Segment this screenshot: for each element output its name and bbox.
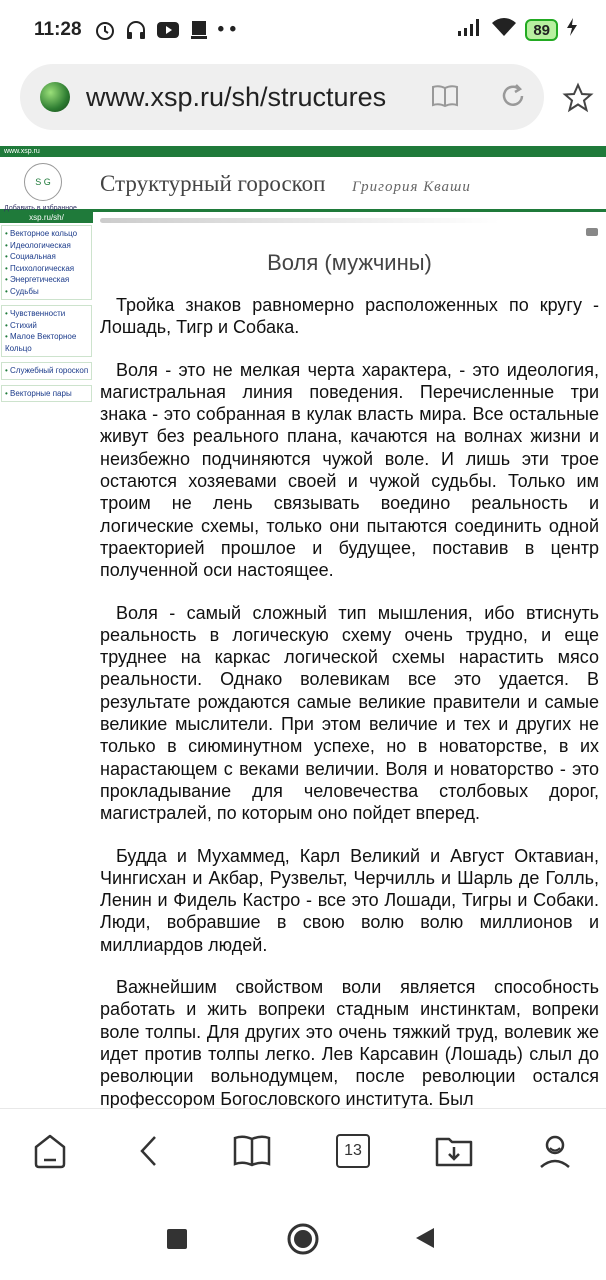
site-top-strip: www.xsp.ru bbox=[0, 146, 606, 157]
sidebar-item[interactable]: • Психологическая bbox=[5, 263, 89, 275]
bookmark-star-icon[interactable] bbox=[562, 82, 594, 119]
article-paragraph: Тройка знаков равномерно расположенных по кругу - Лошадь, Тигр и Собака. bbox=[100, 295, 599, 338]
back-button[interactable] bbox=[130, 1131, 170, 1171]
tab-count: 13 bbox=[336, 1134, 370, 1168]
youtube-icon bbox=[156, 20, 180, 40]
site-header bbox=[0, 157, 606, 212]
alarm-icon bbox=[94, 19, 116, 41]
bookmarks-button[interactable] bbox=[232, 1131, 272, 1171]
sidebar-item[interactable]: • Чувственности bbox=[5, 308, 89, 320]
book-icon bbox=[232, 1131, 272, 1171]
sidebar-item[interactable]: • Энергетическая bbox=[5, 274, 89, 286]
sidebar-item[interactable]: • Социальная bbox=[5, 251, 89, 263]
back-arrow-icon bbox=[130, 1131, 170, 1171]
sidebar-item[interactable]: • Служебный гороскоп bbox=[5, 365, 89, 377]
print-icon[interactable] bbox=[586, 228, 598, 236]
site-logo-text: S G bbox=[35, 177, 51, 187]
system-back-icon[interactable] bbox=[414, 1226, 436, 1250]
status-bar bbox=[0, 0, 606, 60]
sidebar-group bbox=[1, 225, 92, 300]
wifi-icon bbox=[491, 17, 517, 43]
home-button[interactable] bbox=[30, 1131, 70, 1171]
reload-icon[interactable] bbox=[498, 81, 528, 116]
site-title: Структурный гороскоп bbox=[100, 171, 326, 196]
add-to-favorites-link[interactable]: Добавить в избранное bbox=[4, 205, 77, 212]
webpage-content[interactable] bbox=[0, 146, 606, 1108]
article-heading: Воля (мужчины) bbox=[267, 250, 432, 275]
sidebar-group bbox=[1, 385, 92, 403]
status-time: 11:28 bbox=[34, 19, 82, 40]
article-paragraph: Воля - самый сложный тип мышления, ибо втиснуть реальность в логическую схему очень трудно, и еще труднее на каркас логической схемы нарастить мясо реальности. Однако волевикам все это удается. В результате рождаются самые великие правители и самые великие мыслители. При этом величие и тех и других не только в сиюминутном успехе, но в новаторстве, в их нарастающем с веками величии. Воля и новаторство - это прокладывание для человечества столбовых дорог, магистралей, по которым оно пойдет вперед. bbox=[100, 602, 599, 824]
sidebar-group bbox=[1, 305, 92, 357]
tabs-button[interactable] bbox=[333, 1131, 373, 1171]
sidebar-item[interactable]: • Малое Векторное Кольцо bbox=[5, 331, 89, 354]
signal-icon bbox=[457, 17, 483, 43]
reader-mode-icon[interactable] bbox=[430, 81, 460, 116]
battery-indicator: 89 bbox=[525, 19, 558, 41]
profile-icon bbox=[535, 1131, 575, 1171]
sidebar-item[interactable]: • Судьбы bbox=[5, 286, 89, 298]
article bbox=[100, 250, 599, 1108]
system-navigation-bar bbox=[0, 1198, 606, 1280]
downloads-button[interactable] bbox=[434, 1131, 474, 1171]
sidebar-menu bbox=[0, 212, 93, 407]
browser-bottom-toolbar bbox=[0, 1108, 606, 1198]
address-bar[interactable] bbox=[20, 64, 544, 130]
download-notification-icon bbox=[189, 19, 209, 41]
charging-icon bbox=[566, 17, 578, 43]
download-folder-icon bbox=[434, 1131, 474, 1171]
globe-icon bbox=[40, 82, 70, 112]
more-notifications-dots: • • bbox=[217, 19, 237, 40]
title-underline-bar bbox=[100, 218, 500, 223]
site-author: Григория Кваши bbox=[352, 179, 471, 195]
sidebar-item[interactable]: • Стихий bbox=[5, 320, 89, 332]
article-paragraph: Важнейшим свойством воли является способность работать и жить вопреки стадным инстинктам, вопреки воле толпы. Для других это очень тяжкий труд, волевик же идет против толпы легко. Лев Карсавин (Лошадь) слыл до революции вольнодумцем, после революции остался профессором Богословского института. Был bbox=[100, 977, 599, 1108]
sidebar-item[interactable]: • Идеологическая bbox=[5, 240, 89, 252]
site-logo[interactable] bbox=[24, 163, 62, 201]
recent-apps-icon[interactable] bbox=[166, 1228, 188, 1250]
system-home-icon[interactable] bbox=[286, 1222, 320, 1256]
article-paragraph: Воля - это не мелкая черта характера, - это идеология, магистральная линия поведения. Перечисленные три знака - это собранная в кулак власть мира. Все остальные живут без реального плана, качаются на волнах жизни и неизбежно подчиняются чужой воле. И лишь эти трое остаются хозяевами своей и чужой судьбы. Только им троим не лень связывать воедино реальность и логические схемы, только они пытаются соединить одной траекторией прошлое и будущее, поставив в центр полученной оси настоящее. bbox=[100, 359, 599, 581]
profile-button[interactable] bbox=[535, 1131, 575, 1171]
sidebar-item[interactable]: • Векторные пары bbox=[5, 388, 89, 400]
sidebar-heading[interactable]: xsp.ru/sh/ bbox=[0, 212, 93, 223]
sidebar-item[interactable]: • Векторное кольцо bbox=[5, 228, 89, 240]
sidebar-group bbox=[1, 362, 92, 380]
url-text[interactable]: www.xsp.ru/sh/structures bbox=[86, 81, 387, 112]
home-icon bbox=[30, 1131, 70, 1171]
status-right bbox=[457, 17, 578, 43]
headphones-icon bbox=[125, 19, 147, 41]
article-paragraph: Будда и Мухаммед, Карл Великий и Август Октавиан, Чингисхан и Акбар, Рузвельт, Черчилль и Шарль де Голль, Ленин и Фидель Кастро - все это Лошади, Тигры и Собаки. Люди, вобравшие в свою волю волю миллионов и миллиардов людей. bbox=[100, 845, 599, 955]
